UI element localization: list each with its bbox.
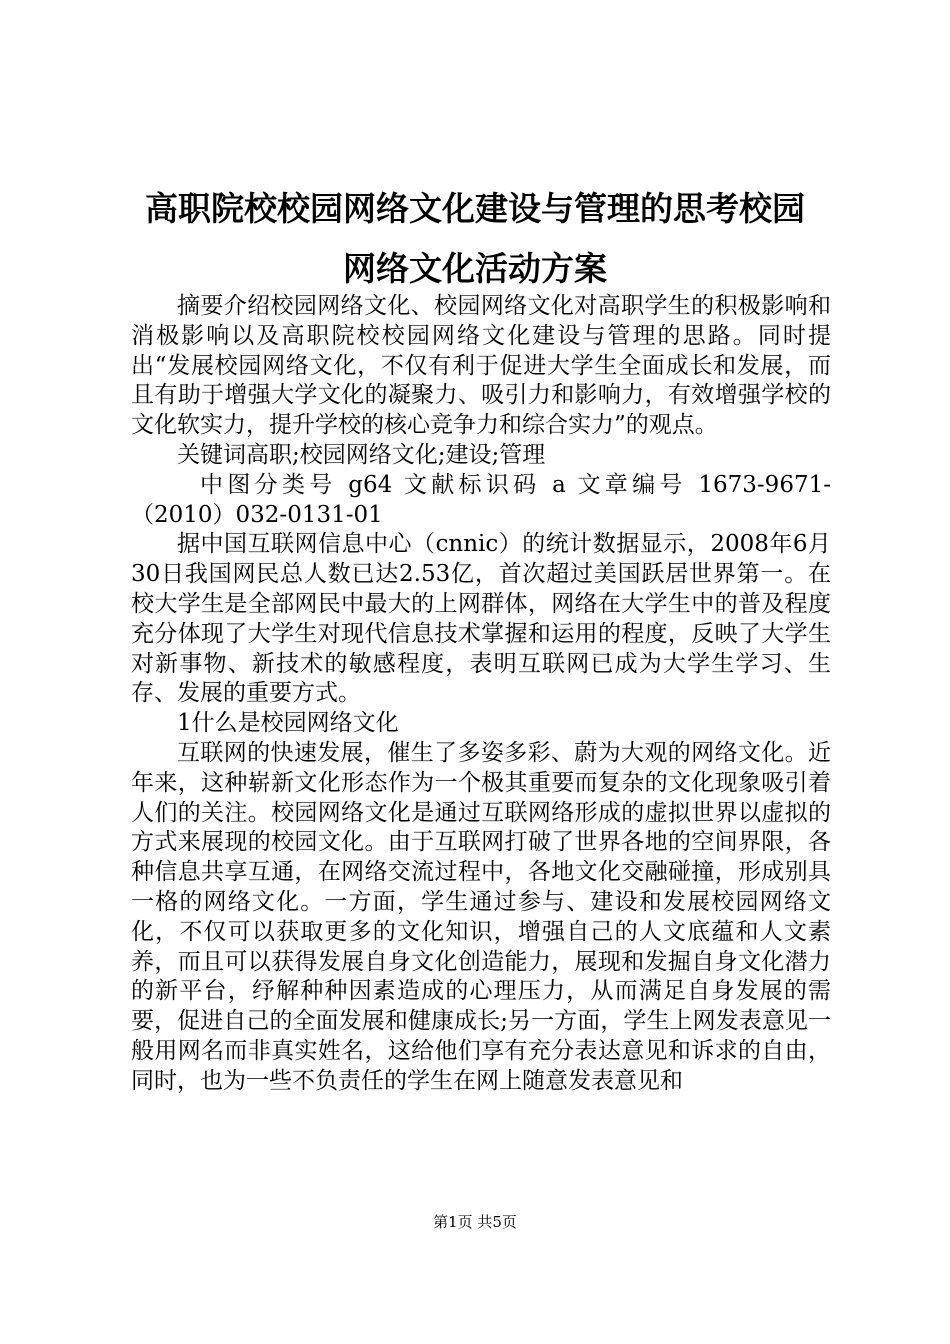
section-body-paragraph: 互联网的快速发展，催生了多姿多彩、蔚为大观的网络文化。近年来，这种崭新文化形态作为一个极其重要而复杂的文化现象吸引着人们的关注。校园网络文化是通过互联网络形成的虚拟世界以虚拟的方式来展现的校园文化。由于互联网打破了世界各地的空间界限，各种信息共享互通，在网络交流过程中，各地文化交融碰撞，形成别具一格的网络文化。一方面，学生通过参与、建设和发展校园网络文化，不仅可以获取更多的文化知识，增强自己的人文底蕴和人文素养，而且可以获得发展自身文化创造能力，展现和发掘自身文化潜力的新平台，纾解种种因素造成的心理压力，从而满足自身发展的需要，促进自己的全面发展和健康成长;另一方面，学生上网发表意见一般用网名而非真实姓名，这给他们享有充分表达意见和诉求的自由，同时，也为一些不负责任的学生在网上随意发表意见和 [131,739,831,1094]
page-number-footer: 第1页 共5页 [433,1213,517,1231]
abstract-paragraph: 摘要介绍校园网络文化、校园网络文化对高职学生的积极影响和消极影响以及高职院校校园网络文化建设与管理的思路。同时提出“发展校园网络文化，不仅有利于促进大学生全面成长和发展，而且有助于增强大学文化的凝聚力、吸引力和影响力，有效增强学校的文化软实力，提升学校的核心竞争力和综合实力”的观点。 [131,293,831,439]
keywords-paragraph: 关键词高职;校园网络文化;建设;管理 [177,441,546,468]
document-body [131,292,831,1097]
document-title-line-1: 高职院校校园网络文化建设与管理的思考校园 [145,189,805,228]
section-heading: 1什么是校园网络文化 [177,710,399,737]
intro-paragraph: 据中国互联网信息中心（cnnic）的统计数据显示，2008年6月30日我国网民总人数已达2.53亿，首次超过美国跃居世界第一。在校大学生是全部网民中最大的上网群体，网络在大学生中的普及程度充分体现了大学生对现代信息技术掌握和运用的程度，反映了大学生对新事物、新技术的敏感程度，表明互联网已成为大学生学习、生存、发展的重要方式。 [131,531,831,707]
classification-paragraph: 中图分类号 g64 文献标识码 a 文章编号 1673-9671-（2010）032-0131-01 [131,471,831,528]
document-title-line-2: 网络文化活动方案 [343,249,607,288]
